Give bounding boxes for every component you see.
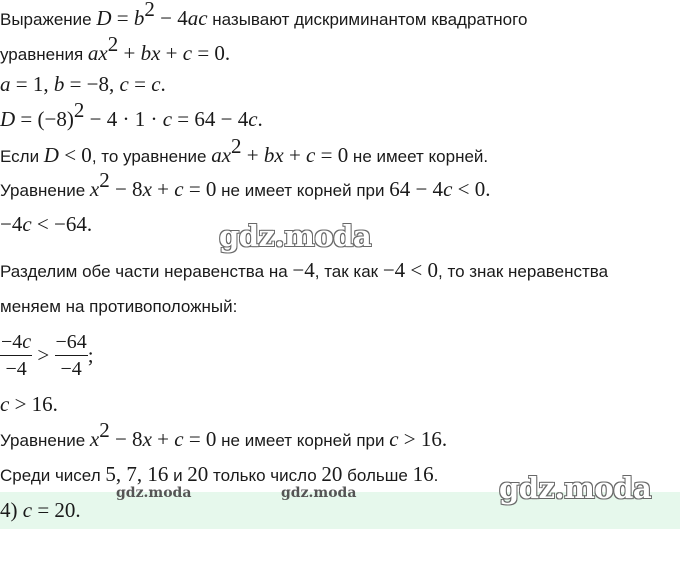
math-op: − 8 <box>109 177 143 201</box>
solution-line-3 <box>0 73 166 97</box>
math-op: = 0 <box>183 177 217 201</box>
math-var: c <box>151 72 161 96</box>
text-segment: , так как <box>314 262 383 281</box>
math-op: 20 <box>321 462 343 486</box>
math-var: c <box>22 498 33 522</box>
math-op: . <box>160 72 166 96</box>
math-op: = 0. <box>192 41 231 65</box>
text-segment: не имеет корней. <box>348 147 489 166</box>
math-var: bx <box>140 41 161 65</box>
text-segment: больше <box>342 466 413 485</box>
math-op: + <box>151 177 175 201</box>
math-op: < −64. <box>31 212 93 236</box>
math-op: > <box>32 343 55 367</box>
math-var: x <box>89 427 100 451</box>
text-segment: , то уравнение <box>91 147 212 166</box>
text-segment: Выражение <box>0 10 97 29</box>
math-var: c <box>174 427 184 451</box>
math-var: c <box>306 143 316 167</box>
fraction-right <box>55 330 88 381</box>
solution-line-11 <box>0 393 58 417</box>
math-var: c <box>0 392 10 416</box>
math-op: > 16. <box>9 392 58 416</box>
text-segment: называют дискриминантом квадратного <box>207 10 528 29</box>
math-op: < 0 <box>58 143 92 167</box>
text-segment: Уравнение <box>0 431 90 450</box>
math-op: − 4 · 1 · <box>84 107 163 131</box>
solution-line-1 <box>0 0 528 31</box>
text-segment: только число <box>208 466 322 485</box>
math-var: ax <box>211 143 232 167</box>
text-segment: Разделим обе части неравенства на <box>0 262 293 281</box>
solution-line-8 <box>0 259 608 283</box>
watermark-small-left: gdz.moda <box>116 485 192 501</box>
math-op: − 4 <box>154 6 188 30</box>
math-var: c <box>248 107 258 131</box>
text-segment: и <box>168 466 188 485</box>
math-var: c <box>174 177 184 201</box>
answer-line <box>0 499 81 523</box>
math-var: x <box>142 427 152 451</box>
math-op: − 8 <box>109 427 143 451</box>
solution-line-13 <box>0 463 438 487</box>
math-op: −4 <box>292 258 315 282</box>
solution-line-10-fractions <box>0 330 94 381</box>
fraction-left <box>0 330 32 381</box>
math-var: c <box>22 212 32 236</box>
math-op: −4 < 0 <box>382 258 439 282</box>
math-op: = (−8) <box>15 107 74 131</box>
answer-number: 4) <box>0 498 23 522</box>
math-var: ax <box>87 41 108 65</box>
math-op: = −8, <box>64 72 120 96</box>
math-op: < 0. <box>452 177 491 201</box>
solution-line-9 <box>0 296 237 318</box>
math-op: ; <box>87 343 94 367</box>
fraction-numerator: −64 <box>55 330 88 356</box>
math-op: + <box>283 143 307 167</box>
text-segment: не имеет корней при <box>216 431 390 450</box>
math-op: + <box>151 427 175 451</box>
math-op: = 64 − 4 <box>172 107 249 131</box>
math-op: = 0 <box>315 143 349 167</box>
math-op: . <box>257 107 263 131</box>
fraction-denominator: −4 <box>5 358 27 380</box>
fraction-denominator: −4 <box>60 358 82 380</box>
math-op: + <box>118 41 141 65</box>
solution-line-2 <box>0 32 231 66</box>
math-op: + <box>160 41 183 65</box>
solution-line-4 <box>0 98 263 132</box>
math-op: −4 <box>0 212 23 236</box>
math-var: D <box>96 6 112 30</box>
text-segment: Уравнение <box>0 181 90 200</box>
math-var: c <box>119 72 129 96</box>
math-op: = <box>111 6 134 30</box>
math-var: c <box>162 107 173 131</box>
math-op: + <box>241 143 264 167</box>
math-exponent: 2 <box>107 32 119 56</box>
text-segment: Среди чисел <box>0 466 106 485</box>
math-op: 20 <box>187 462 209 486</box>
text-segment: Если <box>0 147 44 166</box>
math-var: c <box>389 427 399 451</box>
text-segment: , то знак неравенства <box>438 262 609 281</box>
math-op: 5, 7, 16 <box>105 462 169 486</box>
math-op: = <box>128 72 152 96</box>
math-op: = 0 <box>183 427 217 451</box>
text-segment: не имеет корней при <box>216 181 390 200</box>
watermark-center: gdz.moda <box>219 219 372 253</box>
math-op: = 1, <box>10 72 54 96</box>
math-exponent: 2 <box>99 168 110 192</box>
math-exponent: 2 <box>99 418 110 442</box>
math-op: = 20. <box>32 498 81 522</box>
math-exponent: 2 <box>231 134 242 158</box>
math-var: bx <box>263 143 284 167</box>
text-segment: . <box>433 466 439 485</box>
math-var: a <box>0 72 11 96</box>
math-var: b <box>53 72 65 96</box>
math-exponent: 2 <box>144 0 155 21</box>
math-var: D <box>43 143 59 167</box>
solution-line-12 <box>0 418 448 452</box>
solution-line-7 <box>0 213 92 237</box>
text-segment: уравнения <box>0 45 88 64</box>
math-var: x <box>142 177 152 201</box>
watermark-right: gdz.moda <box>499 471 652 505</box>
solution-line-6 <box>0 168 491 202</box>
fraction-numerator: −4c <box>0 330 32 356</box>
text-segment: меняем на противоположный: <box>0 297 238 316</box>
math-var: x <box>89 177 100 201</box>
math-op: > 16. <box>398 427 448 451</box>
math-exponent: 2 <box>73 98 85 122</box>
math-var: b <box>133 6 145 30</box>
math-var: c <box>443 177 453 201</box>
math-var: D <box>0 107 16 131</box>
solution-line-5 <box>0 134 489 168</box>
math-op: 16 <box>412 462 434 486</box>
math-var: c <box>182 41 193 65</box>
math-var: ac <box>187 6 208 30</box>
watermark-small-middle: gdz.moda <box>281 485 357 501</box>
math-op: 64 − 4 <box>389 177 444 201</box>
